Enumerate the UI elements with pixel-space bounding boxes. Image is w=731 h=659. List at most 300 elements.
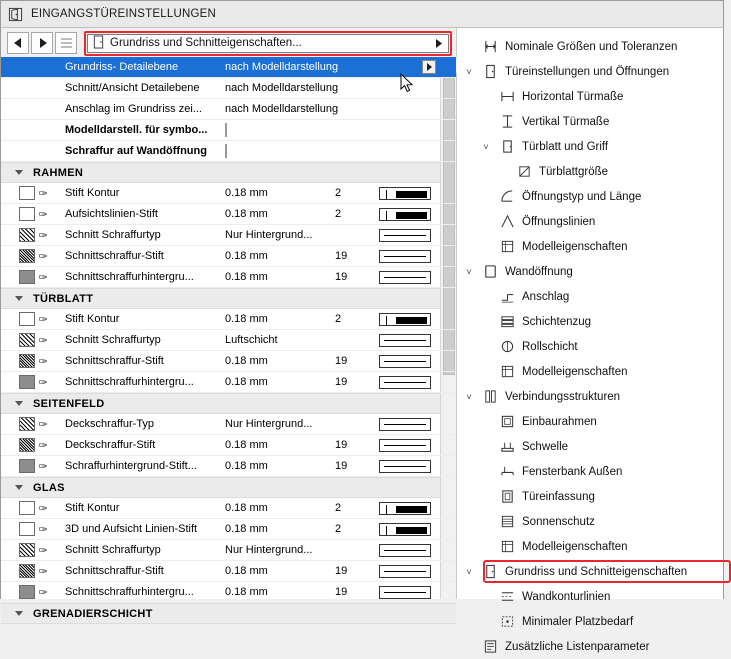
parameter-group-label: GLAS <box>33 481 65 494</box>
leaf-size-icon <box>515 163 533 181</box>
tree-item-nominale-größen-und-toleranzen[interactable] <box>457 34 723 59</box>
tree-item-türblattgröße[interactable] <box>457 159 723 184</box>
tree-item-rollschicht[interactable] <box>457 334 723 359</box>
tree-item-label: Türblattgröße <box>539 165 609 178</box>
dense-swatch-icon <box>19 354 35 368</box>
chevron-right-icon[interactable] <box>434 37 444 49</box>
pen-preview <box>379 586 431 599</box>
pen-icon: ✑ <box>38 334 48 347</box>
dialog-title: EINGANGSTÜREINSTELLUNGEN <box>31 8 216 20</box>
pen-line <box>384 235 426 236</box>
parameter-checkbox[interactable] <box>225 144 227 158</box>
pen-preview-cell[interactable] <box>379 208 437 221</box>
hatch-swatch-icon <box>19 333 35 347</box>
parameter-name: Stift Kontur <box>65 313 120 325</box>
pen-line <box>384 445 426 446</box>
pen-icon: ✑ <box>38 376 48 389</box>
pen-preview-cell[interactable] <box>379 376 437 389</box>
casing-icon <box>498 488 516 506</box>
pen-line <box>384 571 426 572</box>
settings-tree[interactable] <box>457 28 723 659</box>
parameter-value[interactable]: nach Modelldarstellung <box>225 82 339 94</box>
parameter-value[interactable]: nach Modelldarstellung <box>225 103 339 115</box>
tree-item-label: Verbindungsstrukturen <box>505 390 621 403</box>
parameter-group-label: GRENADIERSCHICHT <box>33 607 153 620</box>
hatch-swatch-icon <box>19 228 35 242</box>
pen-preview <box>379 355 431 368</box>
tree-item-label: Türeinfassung <box>522 490 595 503</box>
tree-item-label: Modelleigenschaften <box>522 365 628 378</box>
tree-item-label: Zusätzliche Listenparameter <box>505 640 650 653</box>
fillgrey-swatch-icon <box>19 459 35 473</box>
empty-swatch-icon <box>19 186 35 200</box>
parameter-row[interactable] <box>1 309 456 330</box>
parameter-value[interactable]: 0.18 mm <box>225 439 268 451</box>
parameter-pen-number[interactable]: 19 <box>335 565 348 577</box>
pen-preview <box>379 523 431 536</box>
door-leaf-icon <box>498 138 516 156</box>
tree-item-vertikal-türmaße[interactable] <box>457 109 723 134</box>
parameter-value[interactable]: 0.18 mm <box>225 586 268 598</box>
parameter-value[interactable]: nach Modelldarstellung <box>225 61 339 73</box>
row-icons <box>1 375 65 389</box>
parameter-name: Schraffurhintergrund-Stift... <box>65 460 197 472</box>
dialog-body <box>1 28 723 653</box>
parameter-row[interactable] <box>1 540 456 561</box>
parameter-pen-number[interactable]: 19 <box>335 271 348 283</box>
empty-swatch-icon <box>19 312 35 326</box>
parameter-value[interactable]: Nur Hintergrund... <box>225 418 313 430</box>
tree-item-label: Öffnungstyp und Länge <box>522 190 642 203</box>
reveal-icon <box>498 288 516 306</box>
parameter-value[interactable]: Nur Hintergrund... <box>225 544 313 556</box>
parameter-name: Schnittschraffurhintergru... <box>65 271 194 283</box>
pen-preview <box>379 229 431 242</box>
pen-tick <box>386 526 387 535</box>
parameter-name: Schnitt Schraffurtyp <box>65 334 161 346</box>
chevron-down-icon[interactable]: ˅ <box>466 266 472 277</box>
opening-lines-icon <box>498 213 516 231</box>
tree-item-label: Nominale Größen und Toleranzen <box>505 40 678 53</box>
settings-tree-panel <box>457 28 723 653</box>
fillgrey-swatch-icon <box>19 375 35 389</box>
rolling-layer-icon <box>498 338 516 356</box>
pen-preview <box>379 334 431 347</box>
tree-item-türeinfassung[interactable] <box>457 484 723 509</box>
pen-line <box>396 506 427 513</box>
pen-preview <box>379 565 431 578</box>
wall-contour-icon <box>498 588 516 606</box>
tree-item-label: Türblatt und Griff <box>522 140 609 153</box>
pen-icon: ✑ <box>38 418 48 431</box>
collapse-triangle-icon[interactable] <box>15 296 23 301</box>
min-space-icon <box>498 613 516 631</box>
parameter-pen-number[interactable]: 19 <box>335 586 348 598</box>
parameter-group-header[interactable] <box>1 393 456 414</box>
parameter-name: Aufsichtslinien-Stift <box>65 208 158 220</box>
parameter-value[interactable]: 0.18 mm <box>225 523 268 535</box>
pen-preview <box>379 250 431 263</box>
parameter-pen-number[interactable]: 2 <box>335 313 342 325</box>
tree-item-sonnenschutz[interactable] <box>457 509 723 534</box>
tree-item-label: Rollschicht <box>522 340 578 353</box>
pen-tick <box>386 211 387 220</box>
tree-item-modelleigenschaften[interactable] <box>457 359 723 384</box>
pen-preview-cell[interactable] <box>379 187 437 200</box>
empty-swatch-icon <box>19 522 35 536</box>
opening-type-icon <box>498 188 516 206</box>
parameter-row[interactable] <box>1 456 456 477</box>
parameter-name: Grundriss- Detailebene <box>65 61 179 73</box>
tree-item-label: Grundriss und Schnitteigenschaften <box>505 565 688 578</box>
row-icons <box>1 585 65 599</box>
parameter-value[interactable]: Luftschicht <box>225 334 278 346</box>
door-icon <box>92 35 105 52</box>
pen-tick <box>386 505 387 514</box>
tree-item-label: Minimaler Platzbedarf <box>522 615 634 628</box>
pen-line <box>384 550 426 551</box>
parameter-row[interactable] <box>1 204 456 225</box>
pen-preview-cell[interactable] <box>379 565 437 578</box>
pen-preview-cell[interactable] <box>379 439 437 452</box>
pen-preview-cell[interactable] <box>379 418 437 431</box>
pen-preview-cell[interactable] <box>379 502 437 515</box>
parameter-name: Deckschraffur-Typ <box>65 418 155 430</box>
parameter-checkbox-cell <box>225 145 335 157</box>
tree-item-minimaler-platzbedarf[interactable] <box>457 609 723 634</box>
panel-navigation-toolbar <box>1 28 456 57</box>
parameter-row[interactable] <box>1 183 456 204</box>
pen-icon: ✑ <box>38 439 48 452</box>
pen-icon: ✑ <box>38 271 48 284</box>
parameter-name: Stift Kontur <box>65 502 120 514</box>
pen-preview <box>379 460 431 473</box>
tree-item-label: Schwelle <box>522 440 569 453</box>
row-icons <box>1 312 65 326</box>
pen-icon: ✑ <box>38 523 48 536</box>
row-icons <box>1 438 65 452</box>
vertical-dimension-icon <box>498 113 516 131</box>
parameter-row[interactable] <box>1 99 456 120</box>
parameter-name: Schnittschraffur-Stift <box>65 250 164 262</box>
pen-preview <box>379 208 431 221</box>
parameter-pen-number[interactable]: 2 <box>335 523 342 535</box>
horizontal-dimension-icon <box>498 88 516 106</box>
tree-item-label: Fensterbank Außen <box>522 465 623 478</box>
pen-preview <box>379 376 431 389</box>
parameter-name: Deckschraffur-Stift <box>65 439 156 451</box>
row-icons <box>1 417 65 431</box>
pen-line <box>384 256 426 257</box>
pen-preview-cell[interactable] <box>379 355 437 368</box>
parameter-row[interactable] <box>1 141 456 162</box>
tree-item-label: Wandöffnung <box>505 265 573 278</box>
tree-item-fensterbank-außen[interactable] <box>457 459 723 484</box>
parameter-name: Schnittschraffur-Stift <box>65 565 164 577</box>
pen-line <box>396 527 427 534</box>
tree-item-label: Modelleigenschaften <box>522 540 628 553</box>
parameter-checkbox-cell <box>225 124 335 136</box>
tree-item-label: Anschlag <box>522 290 570 303</box>
pen-preview <box>379 544 431 557</box>
tree-item-türeinstellungen-und-öffnungen[interactable] <box>457 59 723 84</box>
pen-icon: ✑ <box>38 565 48 578</box>
pen-preview <box>379 502 431 515</box>
dense-swatch-icon <box>19 438 35 452</box>
page-selector-combo[interactable] <box>87 34 449 53</box>
dense-swatch-icon <box>19 564 35 578</box>
collapse-triangle-icon[interactable] <box>15 611 23 616</box>
parameter-row[interactable] <box>1 330 456 351</box>
pen-icon: ✑ <box>38 544 48 557</box>
parameter-name: Schnittschraffurhintergru... <box>65 586 194 598</box>
parameter-group-label: SEITENFELD <box>33 397 105 410</box>
tree-item-wandöffnung[interactable] <box>457 259 723 284</box>
parameter-rows <box>1 57 456 624</box>
parameter-name: Schnittschraffur-Stift <box>65 355 164 367</box>
pen-preview-cell[interactable] <box>379 586 437 599</box>
tree-item-wandkonturlinien[interactable] <box>457 584 723 609</box>
tree-item-label: Horizontal Türmaße <box>522 90 624 103</box>
parameter-row[interactable] <box>1 582 456 603</box>
parameter-list[interactable] <box>1 57 456 620</box>
tree-item-label: Türeinstellungen und Öffnungen <box>505 65 670 78</box>
parameter-name: 3D und Aufsicht Linien-Stift <box>65 523 198 535</box>
pen-line <box>384 424 426 425</box>
pen-icon: ✑ <box>38 460 48 473</box>
hatch-swatch-icon <box>19 417 35 431</box>
pen-icon: ✑ <box>38 313 48 326</box>
pen-line <box>396 317 427 324</box>
connection-icon <box>481 388 499 406</box>
parameter-value[interactable]: 0.18 mm <box>225 355 268 367</box>
row-icons <box>1 207 65 221</box>
parameter-row[interactable] <box>1 78 456 99</box>
pen-line <box>396 191 427 198</box>
parameter-pen-number[interactable]: 19 <box>335 355 348 367</box>
collapse-triangle-icon[interactable] <box>15 170 23 175</box>
row-icons <box>1 333 65 347</box>
parameter-group-header[interactable] <box>1 477 456 498</box>
pen-icon: ✑ <box>38 502 48 515</box>
sunshade-icon <box>498 513 516 531</box>
tree-item-einbaurahmen[interactable] <box>457 409 723 434</box>
parameter-pen-number[interactable]: 2 <box>335 208 342 220</box>
dimension-icon <box>481 38 499 56</box>
chevron-down-icon[interactable]: ˅ <box>466 566 472 577</box>
row-icons <box>1 186 65 200</box>
dense-swatch-icon <box>19 249 35 263</box>
parameter-value[interactable]: 0.18 mm <box>225 565 268 577</box>
tree-item-label: Sonnenschutz <box>522 515 595 528</box>
tree-item-label: Vertikal Türmaße <box>522 115 610 128</box>
parameter-name: Schnittschraffurhintergru... <box>65 376 194 388</box>
parameter-pen-number[interactable]: 19 <box>335 460 348 472</box>
list-params-icon <box>481 638 499 656</box>
pen-line <box>396 212 427 219</box>
list-view-button[interactable] <box>55 32 77 54</box>
parameter-name: Schnitt Schraffurtyp <box>65 229 161 241</box>
parameter-pen-number[interactable]: 2 <box>335 502 342 514</box>
parameter-name: Anschlag im Grundriss zei... <box>65 103 202 115</box>
tree-item-horizontal-türmaße[interactable] <box>457 84 723 109</box>
page-selector-highlight <box>84 31 452 56</box>
pen-preview-cell[interactable] <box>379 250 437 263</box>
parameter-name: Schnitt Schraffurtyp <box>65 544 161 556</box>
forward-button[interactable] <box>31 32 53 54</box>
chevron-down-icon[interactable]: ˅ <box>466 66 472 77</box>
parameter-pen-number[interactable]: 19 <box>335 376 348 388</box>
layers-icon <box>498 313 516 331</box>
empty-swatch-icon <box>19 207 35 221</box>
chevron-down-icon[interactable]: ˅ <box>483 141 489 152</box>
parameter-group-label: TÜRBLATT <box>33 292 94 305</box>
tree-item-schichtenzug[interactable] <box>457 309 723 334</box>
parameter-value[interactable]: 0.18 mm <box>225 502 268 514</box>
fillgrey-swatch-icon <box>19 585 35 599</box>
parameter-group-header[interactable] <box>1 162 456 183</box>
pen-line <box>384 592 426 593</box>
pen-line <box>384 340 426 341</box>
pen-preview <box>379 313 431 326</box>
pen-icon: ✑ <box>38 355 48 368</box>
row-icons <box>1 564 65 578</box>
parameter-name: Schraffur auf Wandöffnung <box>65 145 207 157</box>
pen-icon: ✑ <box>38 208 48 221</box>
fillgrey-swatch-icon <box>19 270 35 284</box>
parameter-name: Modelldarstell. für symbo... <box>65 124 208 136</box>
parameter-row[interactable] <box>1 519 456 540</box>
parameter-name: Schnitt/Ansicht Detailebene <box>65 82 200 94</box>
row-icons <box>1 270 65 284</box>
parameter-value[interactable]: 0.18 mm <box>225 187 268 199</box>
parameter-row[interactable] <box>1 372 456 393</box>
parameter-value[interactable]: 0.18 mm <box>225 208 268 220</box>
pen-preview-cell[interactable] <box>379 523 437 536</box>
pen-preview-cell[interactable] <box>379 460 437 473</box>
pen-preview <box>379 439 431 452</box>
row-icons <box>1 249 65 263</box>
parameter-row[interactable] <box>1 414 456 435</box>
collapse-triangle-icon[interactable] <box>15 401 23 406</box>
pen-preview-cell[interactable] <box>379 229 437 242</box>
tree-item-label: Einbaurahmen <box>522 415 597 428</box>
pen-icon: ✑ <box>38 586 48 599</box>
collapse-triangle-icon[interactable] <box>15 485 23 490</box>
pen-icon: ✑ <box>38 187 48 200</box>
row-icons <box>1 543 65 557</box>
model-properties-icon <box>498 238 516 256</box>
tree-item-modelleigenschaften[interactable] <box>457 234 723 259</box>
row-icons <box>1 354 65 368</box>
parameter-pen-number[interactable]: 19 <box>335 250 348 262</box>
pen-line <box>384 466 426 467</box>
tree-item-modelleigenschaften[interactable] <box>457 534 723 559</box>
parameter-pen-number[interactable]: 2 <box>335 187 342 199</box>
parameter-value[interactable]: 0.18 mm <box>225 313 268 325</box>
tree-item-label: Modelleigenschaften <box>522 240 628 253</box>
parameter-row[interactable] <box>1 57 456 78</box>
pen-line <box>384 382 426 383</box>
pen-preview-cell[interactable] <box>379 313 437 326</box>
tree-item-label: Wandkonturlinien <box>522 590 611 603</box>
tree-item-anschlag[interactable] <box>457 284 723 309</box>
pen-preview <box>379 271 431 284</box>
settings-left-panel <box>1 28 457 620</box>
parameter-value[interactable]: 0.18 mm <box>225 376 268 388</box>
pen-icon: ✑ <box>38 229 48 242</box>
row-icons <box>1 228 65 242</box>
pen-line <box>384 277 426 278</box>
parameter-row[interactable] <box>1 498 456 519</box>
parameter-group-label: RAHMEN <box>33 166 84 179</box>
parameter-row[interactable] <box>1 120 456 141</box>
parameter-row[interactable] <box>1 435 456 456</box>
pen-icon: ✑ <box>38 250 48 263</box>
tree-item-öffnungslinien[interactable] <box>457 209 723 234</box>
tree-item-grundriss-und-schnitteigenschaften[interactable] <box>457 559 723 584</box>
model-properties-icon <box>498 363 516 381</box>
row-icons <box>1 459 65 473</box>
pen-tick <box>386 190 387 199</box>
back-button[interactable] <box>7 32 29 54</box>
pen-preview-cell[interactable] <box>379 271 437 284</box>
parameter-row[interactable] <box>1 246 456 267</box>
pen-preview <box>379 418 431 431</box>
row-expand-arrow[interactable] <box>422 60 436 74</box>
pen-tick <box>386 316 387 325</box>
parameter-value[interactable]: 0.18 mm <box>225 271 268 283</box>
threshold-icon <box>498 438 516 456</box>
row-icons <box>1 501 65 515</box>
parameter-value[interactable]: 0.18 mm <box>225 460 268 472</box>
pen-line <box>384 361 426 362</box>
pen-preview <box>379 187 431 200</box>
door-settings-icon <box>7 6 24 23</box>
parameter-row[interactable] <box>1 351 456 372</box>
frame-icon <box>498 413 516 431</box>
parameter-row[interactable] <box>1 225 456 246</box>
parameter-row[interactable] <box>1 561 456 582</box>
parameter-value[interactable]: 0.18 mm <box>225 250 268 262</box>
wall-opening-icon <box>481 263 499 281</box>
tree-item-label: Öffnungslinien <box>522 215 596 228</box>
tree-item-zusätzliche-listenparameter[interactable] <box>457 634 723 659</box>
tree-item-öffnungstyp-und-länge[interactable] <box>457 184 723 209</box>
pen-preview-cell[interactable] <box>379 334 437 347</box>
chevron-down-icon[interactable]: ˅ <box>466 391 472 402</box>
parameter-name: Stift Kontur <box>65 187 120 199</box>
pen-preview-cell[interactable] <box>379 544 437 557</box>
tree-item-türblatt-und-griff[interactable] <box>457 134 723 159</box>
parameter-group-header[interactable] <box>1 288 456 309</box>
parameter-value[interactable]: Nur Hintergrund... <box>225 229 313 241</box>
parameter-pen-number[interactable]: 19 <box>335 439 348 451</box>
empty-swatch-icon <box>19 501 35 515</box>
tree-item-schwelle[interactable] <box>457 434 723 459</box>
page-selector-value: Grundriss und Schnitteigenschaften... <box>110 37 302 49</box>
parameter-group-header[interactable] <box>1 603 456 624</box>
sill-icon <box>498 463 516 481</box>
hatch-swatch-icon <box>19 543 35 557</box>
row-icons <box>1 522 65 536</box>
door-icon <box>481 63 499 81</box>
model-properties-icon <box>498 538 516 556</box>
parameter-checkbox[interactable] <box>225 123 227 137</box>
tree-item-verbindungsstrukturen[interactable] <box>457 384 723 409</box>
parameter-row[interactable] <box>1 267 456 288</box>
dialog-titlebar <box>1 1 723 28</box>
